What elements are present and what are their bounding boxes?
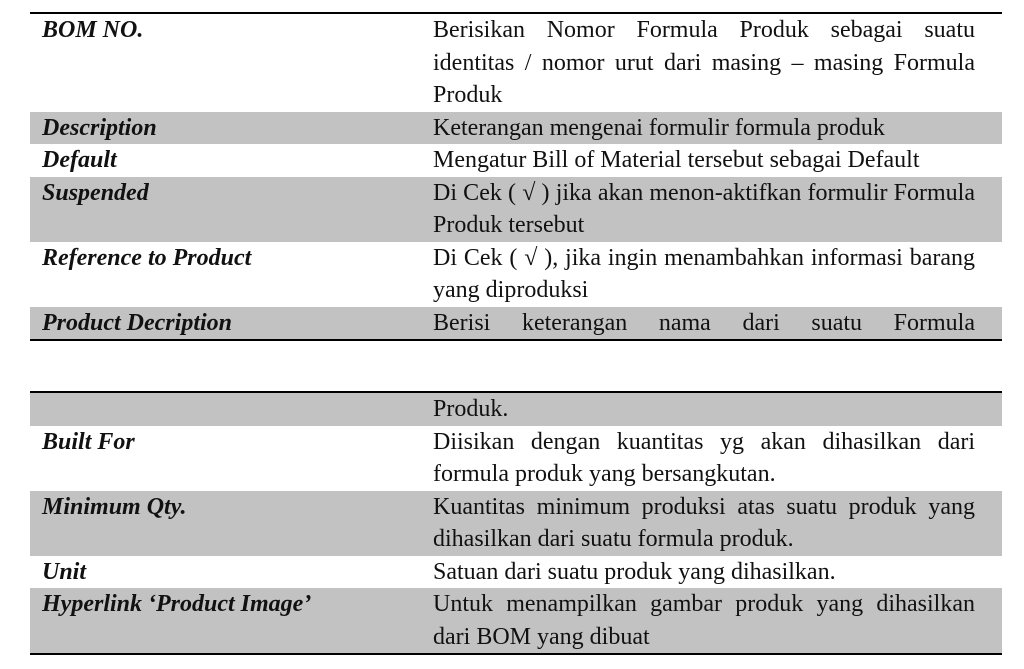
table-row	[30, 307, 1002, 340]
definition-cell: Diisikan dengan kuantitas yg akan dihasilkan dari formula produk yang bersangkutan.	[433, 428, 975, 487]
definition-cell: Untuk menampilkan gambar produk yang dihasilkan dari BOM yang dibuat	[433, 591, 975, 650]
definition-cell: Satuan dari suatu produk yang dihasilkan.	[433, 558, 836, 585]
term-cell: Built For	[42, 428, 135, 455]
definition-cell: Mengatur Bill of Material tersebut sebagai Default	[433, 147, 920, 173]
table-row	[30, 112, 1002, 145]
table-row	[30, 588, 1002, 653]
table-row	[30, 556, 1002, 589]
definition-cell: Berisikan Nomor Formula Produk sebagai suatu identitas / nomor urut dari masing – masing Formula Produk	[433, 17, 975, 108]
table-row	[30, 177, 1002, 242]
definition-cell: Kuantitas minimum produksi atas suatu produk yang dihasilkan dari suatu formula produk.	[433, 493, 975, 552]
term-cell: Reference to Product	[42, 244, 252, 271]
definition-table-part-1	[30, 12, 1002, 341]
term-cell: BOM NO.	[42, 17, 144, 43]
table-row	[30, 242, 1002, 307]
term-cell: Minimum Qty.	[42, 493, 187, 520]
term-cell: Suspended	[42, 179, 149, 206]
definition-table-part-2	[30, 391, 1002, 655]
term-cell: Unit	[42, 558, 87, 585]
term-cell: Hyperlink ‘Product Image’	[42, 591, 312, 617]
table-row	[30, 393, 1002, 426]
definition-cell: Berisi keterangan nama dari suatu Formula	[433, 309, 975, 336]
definition-cell: Keterangan mengenai formulir formula produk	[433, 114, 885, 141]
table-row	[30, 14, 1002, 112]
term-cell: Default	[42, 147, 117, 173]
definition-cell: Produk.	[433, 396, 509, 422]
table-row	[30, 144, 1002, 177]
definition-cell: Di Cek ( √ ), jika ingin menambahkan informasi barang yang diproduksi	[433, 244, 975, 303]
term-cell: Product Decription	[42, 309, 232, 336]
term-cell: Description	[42, 114, 157, 141]
table-row	[30, 426, 1002, 491]
table-row	[30, 491, 1002, 556]
definition-cell: Di Cek ( √ ) jika akan menon-aktifkan formulir Formula Produk tersebut	[433, 179, 975, 238]
